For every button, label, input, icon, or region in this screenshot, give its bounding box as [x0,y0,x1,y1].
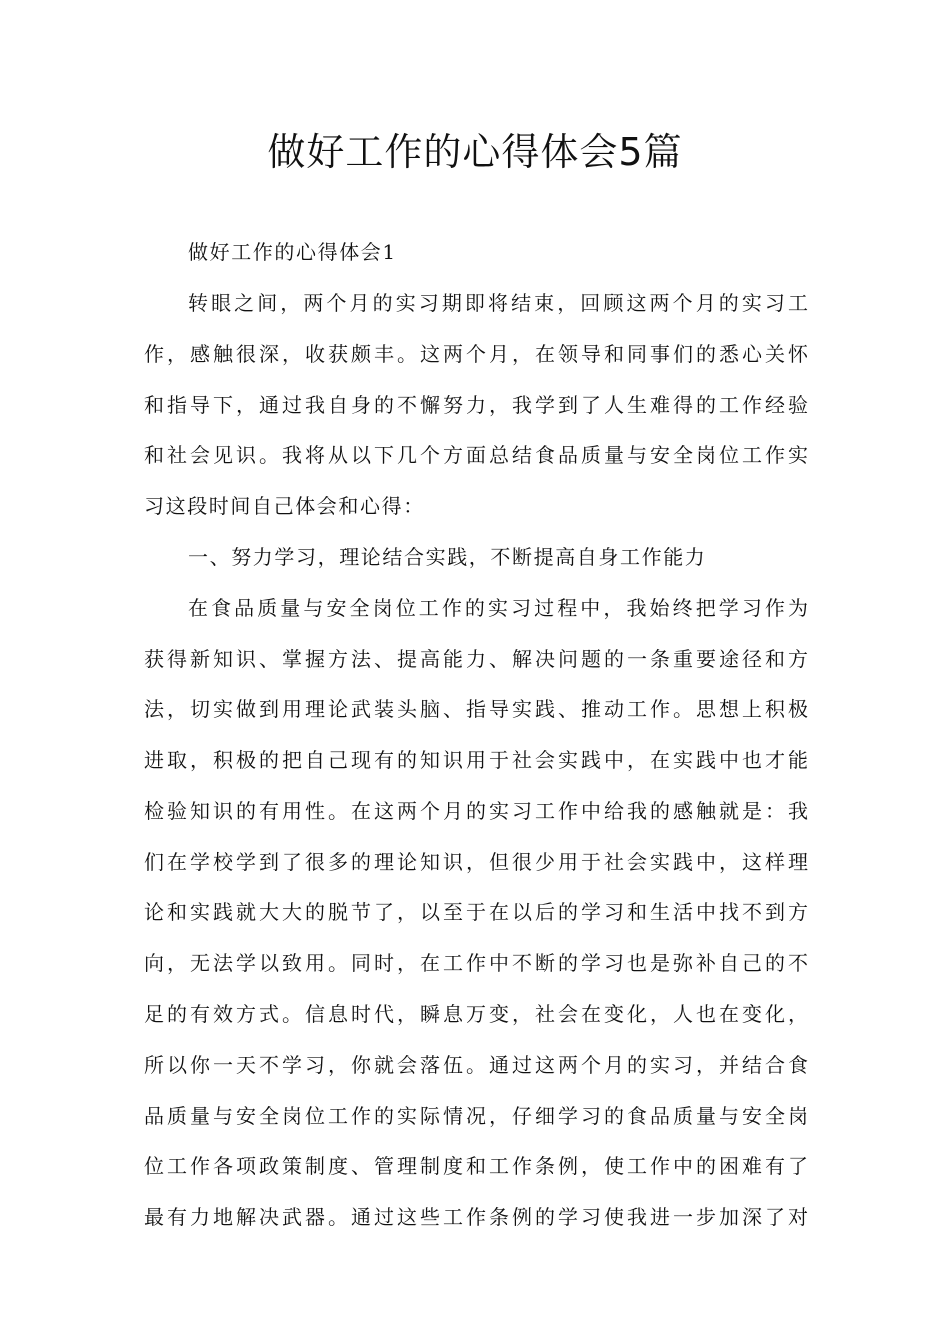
body-line: 所以你一天不学习，你就会落伍。通过这两个月的实习，并结合食 [144,1053,808,1077]
body-line: 作，感触很深，收获颇丰。这两个月，在领导和同事们的悉心关怀 [144,342,808,366]
body-line: 习这段时间自己体会和心得： [144,494,425,518]
body-line: 法，切实做到用理论武装头脑、指导实践、推动工作。思想上积极 [144,697,808,721]
body-line: 和指导下，通过我自身的不懈努力，我学到了人生难得的工作经验 [144,393,808,417]
body-line: 足的有效方式。信息时代，瞬息万变，社会在变化，人也在变化， [144,1002,808,1026]
body-line: 们在学校学到了很多的理论知识，但很少用于社会实践中，这样理 [144,850,808,874]
document-title: 做好工作的心得体会5篇 [267,130,683,174]
body-line: 品质量与安全岗位工作的实际情况，仔细学习的食品质量与安全岗 [144,1104,808,1128]
section-heading: 做好工作的心得体会1 [188,240,397,264]
body-line: 论和实践就大大的脱节了，以至于在以后的学习和生活中找不到方 [144,900,808,924]
body-line: 在食品质量与安全岗位工作的实习过程中，我始终把学习作为 [188,596,808,620]
body-line: 转眼之间，两个月的实习期即将结束，回顾这两个月的实习工 [188,291,808,315]
body-line: 向，无法学以致用。同时，在工作中不断的学习也是弥补自己的不 [144,951,808,975]
body-line: 和社会见识。我将从以下几个方面总结食品质量与安全岗位工作实 [144,443,808,467]
body-line: 位工作各项政策制度、管理制度和工作条例，使工作中的困难有了 [144,1154,808,1178]
subsection-heading: 一、努力学习，理论结合实践，不断提高自身工作能力 [188,545,707,569]
body-line: 检验知识的有用性。在这两个月的实习工作中给我的感触就是：我 [144,799,808,823]
body-line: 进取，积极的把自己现有的知识用于社会实践中，在实践中也才能 [144,748,808,772]
body-line: 最有力地解决武器。通过这些工作条例的学习使我进一步加深了对 [144,1205,808,1229]
body-line: 获得新知识、掌握方法、提高能力、解决问题的一条重要途径和方 [144,647,808,671]
